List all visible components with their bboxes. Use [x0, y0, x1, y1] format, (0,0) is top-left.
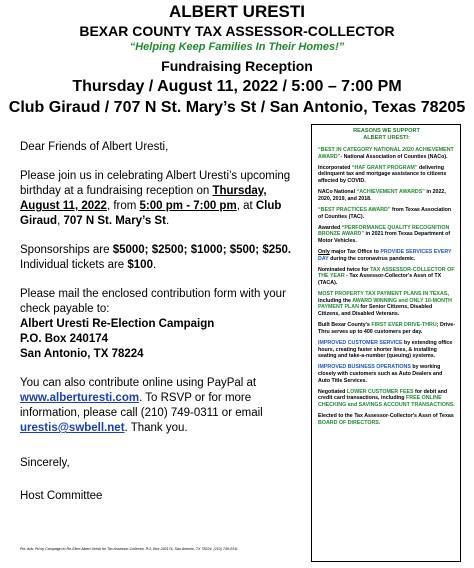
ticket-price: $100 [127, 259, 153, 271]
reason-item [318, 364, 455, 384]
email-link[interactable]: urestis@swbell.net [20, 422, 125, 434]
text: Built Bexar County's [318, 322, 372, 329]
sponsorship-amounts: $5000; $2500; $1000; $500; $250. [112, 244, 292, 256]
venue-name: Club Giraud [20, 200, 282, 227]
venue-address: 707 N St. Mary’s St [63, 215, 166, 227]
reasons-sidebar [311, 124, 461, 562]
text: Negotiated [318, 388, 347, 395]
text: Please mail the enclosed contribution form with your check payable to: [20, 288, 286, 315]
text: from Texas Association of Counties (TAC). [318, 206, 452, 220]
text: - National Association of Counties (NACo). [340, 153, 448, 160]
text: Awarded [318, 224, 342, 231]
text: , from [106, 200, 140, 212]
signer: Host Committee [20, 490, 103, 502]
event-venue: Club Giraud / 707 N St. Mary’s St / San Antonio, Texas 78205 [8, 99, 466, 116]
closing: Sincerely, [20, 457, 70, 469]
text: during the coronavirus pandemic. [328, 255, 416, 262]
reason-item [318, 267, 455, 287]
reason-item [318, 340, 455, 360]
payee-pobox: P.O. Box 240174 [20, 333, 109, 345]
event-time: 5:00 pm - 7:00 pm [139, 200, 237, 212]
highlight: AWARD WINNING and ONLY 10-MONTH PAYMENT PLAN [318, 297, 452, 311]
highlight: FREE ONLINE CHECKING and SAVINGS ACCOUNT TRANSACTIONS. [318, 395, 455, 408]
reason-item [318, 225, 455, 245]
sidebar-title-line: REASONS WE SUPPORT [353, 128, 420, 134]
reason-item [318, 189, 455, 202]
reason-item [318, 165, 455, 185]
text: in 2022, 2020, 2019, and 2018. [318, 189, 446, 202]
text: You can also contribute online using PayPal at [20, 377, 257, 389]
text: Only [318, 249, 330, 256]
text: . To RSVP or for more information, please call (210) 749-0311 or email [20, 392, 263, 419]
text: Elected to the Tax Assessor-Collector's Assn of Texas [318, 413, 454, 420]
text: ; Drive-Thru serves up to 400 customers per day. [318, 322, 455, 335]
text: major Tax Office to [329, 249, 381, 256]
text: by working closely with customers such as Auto Dealers and Auto Title Services. [318, 364, 443, 384]
online-paragraph [20, 376, 302, 436]
text: Individual tickets are [20, 259, 128, 271]
highlight: IMPROVED CUSTOMER SERVICE [318, 340, 403, 346]
office-title: BEXAR COUNTY TAX ASSESSOR-COLLECTOR [79, 23, 395, 39]
text: in 2021 from Texas Department of Motor Vehicles. [318, 231, 451, 244]
sidebar-title [318, 128, 455, 142]
text: . [152, 259, 157, 271]
invitation-letter [20, 140, 302, 518]
mail-paragraph [20, 287, 302, 362]
highlight: “BEST IN CATEGORY NATIONAL 2020 ACHIEVEMENT AWARD” [318, 147, 454, 160]
political-ad-disclaimer: Pol. Adv. Pd by Campaign to Re-Elect Albert Uresti for Tax Assessor-Collector, P.O. Box 240174, San Antonio, TX 78224, (210) 749-0311 [20, 547, 238, 551]
text: NACo National [318, 189, 357, 196]
text: . [165, 215, 170, 227]
text: , at [236, 200, 256, 212]
highlight: “BEST PRACTICES AWARD” [318, 206, 391, 213]
highlight: PROVIDE SERVICES EVERY DAY [318, 249, 452, 262]
website-link[interactable]: www.alberturesti.com [20, 392, 140, 404]
sidebar-title-line: ALBERT URESTI: [363, 135, 410, 141]
event-date: Thursday, August 11, 2022 [20, 185, 267, 212]
highlight: “PERFORMANCE QUALITY RECOGNITION BRONZE AWARD” [318, 224, 450, 238]
text: Please join us in celebrating Albert Uresti’s upcoming birthday at a fundraising reception on [20, 170, 291, 197]
highlight: “HAF GRANT PROGRAM” [351, 164, 418, 171]
flyer-header [0, 2, 474, 119]
text: , [57, 215, 64, 227]
event-title: Fundraising Reception [161, 58, 313, 74]
text: Sponsorships are [20, 244, 113, 256]
reason-item [318, 322, 455, 335]
candidate-name: ALBERT URESTI [169, 2, 305, 21]
event-datetime: Thursday / August 11, 2022 / 5:00 – 7:00 PM [72, 78, 402, 95]
reason-item [318, 147, 455, 160]
highlight: TAX ASSESSOR-COLLECTOR OF THE YEAR [318, 266, 455, 280]
sponsorship-paragraph [20, 243, 302, 273]
highlight: IMPROVED BUSINESS OPERATIONS [318, 364, 411, 371]
text: by extending office hours, creating faster shorter lines, & installing seating and take-a-number (queuing) systems. [318, 340, 453, 360]
invitation-paragraph [20, 169, 302, 229]
reason-item [318, 389, 455, 409]
text: Nominated twice for [318, 266, 371, 273]
text: for Senior Citizens, Disabled Citizens, and Disabled Veterans. [318, 304, 433, 318]
text: delivering delinquent tax and mortgage assistance to citizens affected by COVID. [318, 164, 447, 184]
slogan: “Helping Keep Families In Their Homes!” [129, 41, 345, 53]
highlight: FIRST EVER DRIVE-THRU [371, 322, 437, 329]
reason-item [318, 413, 455, 426]
text: . Thank you. [124, 422, 188, 434]
highlight: LOWER CUSTOMER FEES [346, 388, 414, 395]
text: , including the [318, 291, 449, 304]
reason-item [318, 249, 455, 262]
highlight: MOST PROPERTY TAX PAYMENT PLANS IN TEXAS [318, 291, 448, 298]
reason-item [318, 207, 455, 220]
salutation: Dear Friends of Albert Uresti, [20, 141, 169, 153]
text: - Tax Assessor-Collector's Assn of TX (TACA). [318, 273, 442, 287]
text: for debit and credit card transactions, including [318, 388, 448, 402]
text: Incorporated [318, 164, 352, 171]
payee-city: San Antonio, TX 78224 [20, 348, 144, 360]
highlight: BOARD OF DIRECTORS. [318, 419, 381, 426]
reason-item [318, 291, 455, 317]
payee-name: Albert Uresti Re-Election Campaign [20, 318, 215, 330]
highlight: “ACHIEVEMENT AWARDS” [356, 189, 425, 196]
